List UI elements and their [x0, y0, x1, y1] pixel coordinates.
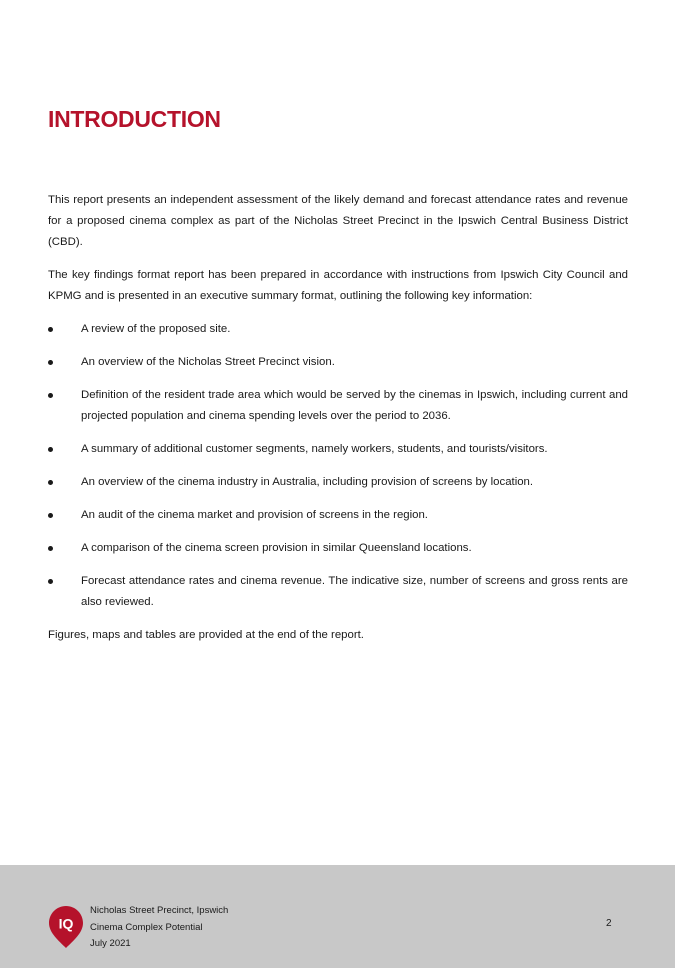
footer-line-project: Nicholas Street Precinct, Ipswich	[90, 905, 229, 916]
list-item-text: Forecast attendance rates and cinema revenue. The indicative size, number of screens and gross rents are also reviewed.	[81, 575, 628, 608]
footer-line-date: July 2021	[90, 938, 131, 949]
key-information-list	[48, 319, 628, 613]
list-item	[48, 538, 628, 559]
body-content	[48, 190, 628, 658]
bullet-icon	[48, 360, 53, 365]
list-item	[48, 472, 628, 493]
list-item	[48, 571, 628, 613]
page-number: 2	[606, 918, 612, 929]
iq-logo-icon	[48, 905, 84, 949]
list-item	[48, 385, 628, 427]
footer-text	[90, 903, 228, 953]
list-item-text: A summary of additional customer segments, namely workers, students, and tourists/visitors.	[81, 443, 548, 455]
list-item	[48, 352, 628, 373]
bullet-icon	[48, 546, 53, 551]
list-item-text: An overview of the Nicholas Street Precinct vision.	[81, 356, 335, 368]
footer-line-report: Cinema Complex Potential	[90, 921, 203, 933]
list-item-text: Definition of the resident trade area which would be served by the cinemas in Ipswich, including current and projected population and cinema spending levels over the period to 2036.	[81, 389, 628, 422]
intro-paragraph-1: This report presents an independent assessment of the likely demand and forecast attendance rates and revenue for a proposed cinema complex as part of the Nicholas Street Precinct in the Ipswich Central Business District (CBD).	[48, 194, 628, 248]
list-item	[48, 439, 628, 460]
list-item-text: A review of the proposed site.	[81, 323, 231, 335]
list-item-text: A comparison of the cinema screen provision in similar Queensland locations.	[81, 542, 472, 554]
bullet-icon	[48, 393, 53, 398]
bullet-icon	[48, 513, 53, 518]
bullet-icon	[48, 327, 53, 332]
page-footer	[0, 865, 675, 968]
closing-paragraph: Figures, maps and tables are provided at the end of the report.	[48, 629, 364, 641]
page-title: INTRODUCTION	[48, 106, 221, 132]
list-item-text: An audit of the cinema market and provision of screens in the region.	[81, 509, 428, 521]
list-item-text: An overview of the cinema industry in Australia, including provision of screens by location.	[81, 476, 534, 488]
list-item	[48, 505, 628, 526]
list-item	[48, 319, 628, 340]
bullet-icon	[48, 447, 53, 452]
intro-paragraph-2: The key findings format report has been prepared in accordance with instructions from Ipswich City Council and KPMG and is presented in an executive summary format, outlining the following key information:	[48, 269, 628, 302]
bullet-icon	[48, 480, 53, 485]
logo-text: IQ	[58, 915, 74, 932]
bullet-icon	[48, 579, 53, 584]
